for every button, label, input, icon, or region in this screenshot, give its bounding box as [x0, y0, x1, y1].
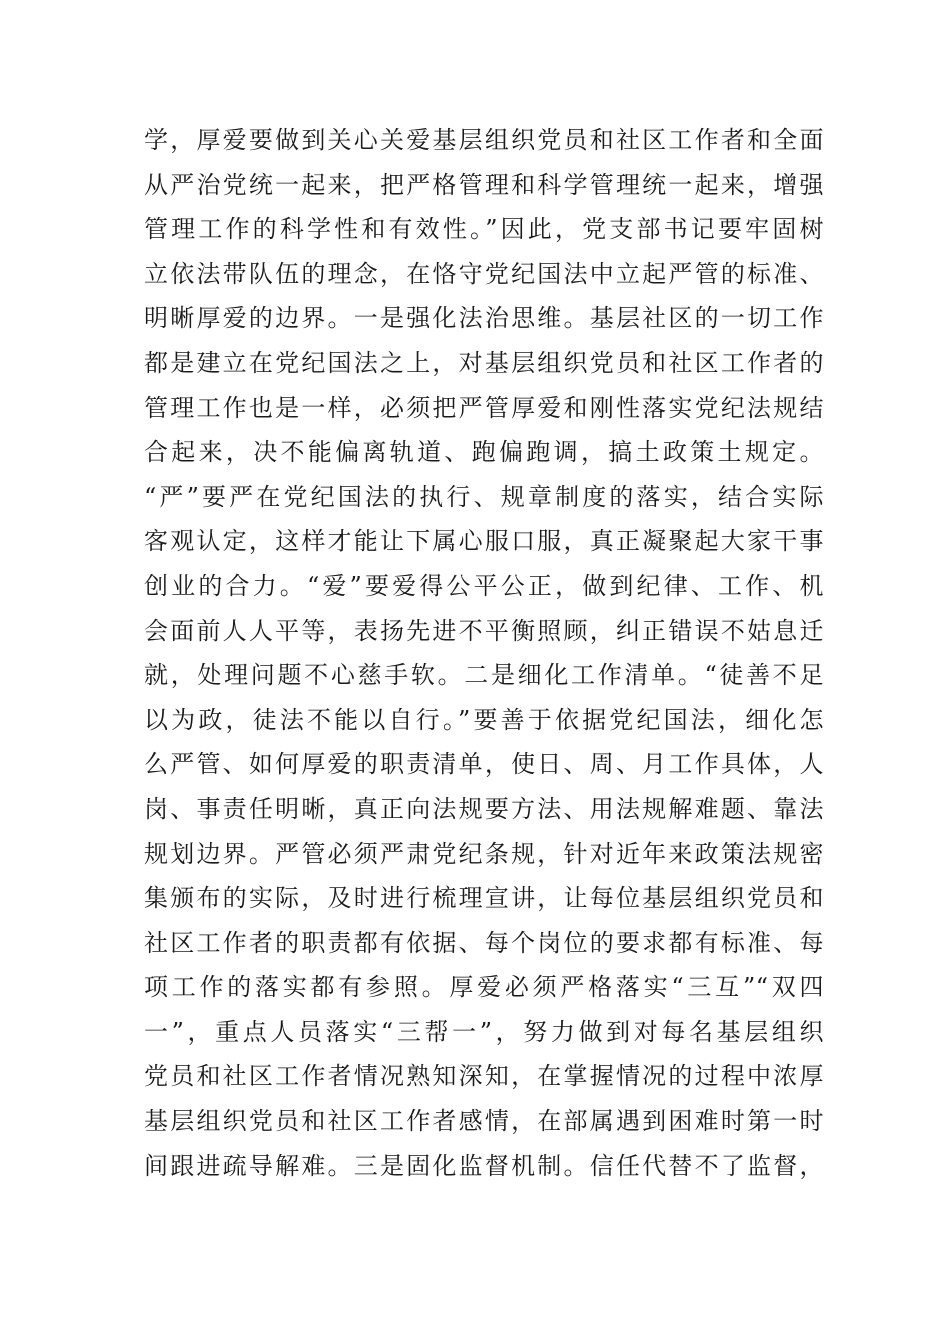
text-line: 管理工作的科学性和有效性。”因此，党支部书记要牢固树: [144, 215, 824, 244]
text-line: 集颁布的实际，及时进行梳理宣讲，让每位基层组织党员和: [144, 884, 824, 913]
text-line: 管理工作也是一样，必须把严管厚爱和刚性落实党纪法规结: [144, 393, 824, 422]
text-line: 社区工作者的职责都有依据、每个岗位的要求都有标准、每: [144, 928, 824, 957]
text-line: 基层组织党员和社区工作者感情，在部属遇到困难时第一时: [144, 1107, 824, 1136]
text-line: 明晰厚爱的边界。一是强化法治思维。基层社区的一切工作: [144, 304, 824, 333]
text-line: 客观认定，这样才能让下属心服口服，真正凝聚起大家干事: [144, 527, 824, 556]
text-line: 么严管、如何厚爱的职责清单，使日、周、月工作具体，人: [144, 750, 824, 779]
text-line: 从严治党统一起来，把严格管理和科学管理统一起来，增强: [144, 170, 824, 199]
text-line: “严”要严在党纪国法的执行、规章制度的落实，结合实际: [144, 482, 824, 511]
text-line: 创业的合力。“爱”要爱得公平公正，做到纪律、工作、机: [144, 571, 824, 600]
body-paragraph: [144, 118, 824, 1188]
text-line: 党员和社区工作者情况熟知深知，在掌握情况的过程中浓厚: [144, 1062, 824, 1091]
text-line: 岗、事责任明晰，真正向法规要方法、用法规解难题、靠法: [144, 794, 824, 823]
text-line: 合起来，决不能偏离轨道、跑偏跑调，搞土政策土规定。: [144, 438, 824, 467]
text-line: 一”，重点人员落实“三帮一”，努力做到对每名基层组织: [144, 1017, 824, 1046]
text-line: 项工作的落实都有参照。厚爱必须严格落实“三互”“双四: [144, 973, 824, 1002]
text-line: 都是建立在党纪国法之上，对基层组织党员和社区工作者的: [144, 348, 824, 377]
text-line: 会面前人人平等，表扬先进不平衡照顾，纠正错误不姑息迁: [144, 616, 824, 645]
text-line: 规划边界。严管必须严肃党纪条规，针对近年来政策法规密: [144, 839, 824, 868]
text-line: 以为政，徒法不能以自行。”要善于依据党纪国法，细化怎: [144, 705, 824, 734]
text-line: 间跟进疏导解难。三是固化监督机制。信任代替不了监督，: [144, 1151, 824, 1180]
text-line: 学，厚爱要做到关心关爱基层组织党员和社区工作者和全面: [144, 126, 824, 154]
text-line: 就，处理问题不心慈手软。二是细化工作清单。“徒善不足: [144, 661, 824, 690]
text-line: 立依法带队伍的理念，在恪守党纪国法中立起严管的标准、: [144, 259, 824, 288]
